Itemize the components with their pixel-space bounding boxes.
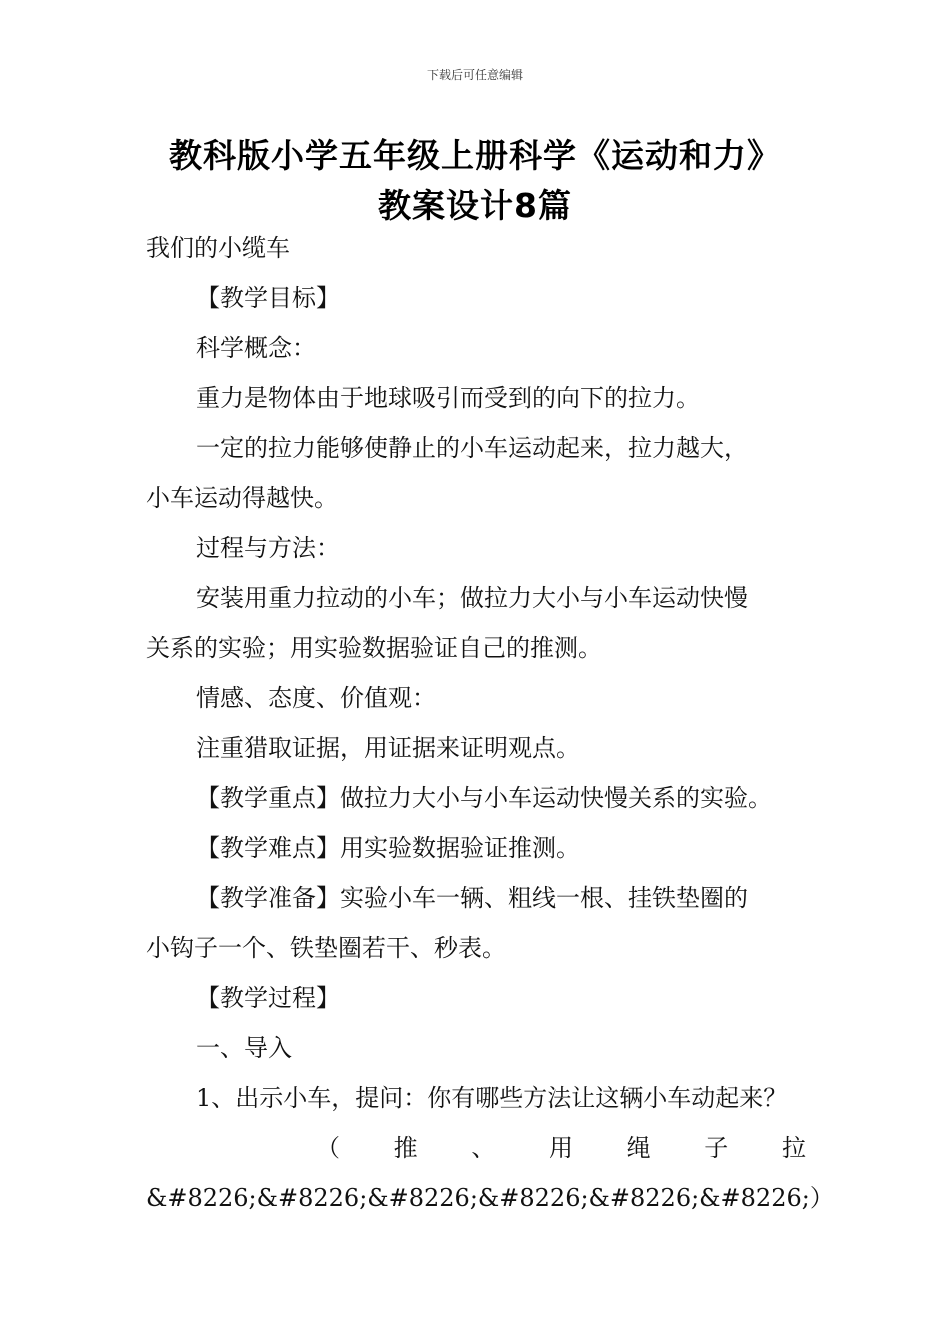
paragraph-concept-2b: 小车运动得越快。: [146, 484, 338, 512]
concept-label: 科学概念：: [196, 334, 316, 362]
step-1-1-text: 1、出示小车，提问：你有哪些方法让这辆小车动起来？: [196, 1084, 788, 1112]
process-heading: 【教学过程】: [196, 984, 340, 1012]
preparation-line-b: 小钩子一个、铁垫圈若干、秒表。: [146, 934, 506, 962]
step-1-heading: 一、导入: [196, 1034, 292, 1062]
process-label: 过程与方法：: [196, 534, 340, 562]
key-point-line: 【教学重点】做拉力大小与小车运动快慢关系的实验。: [196, 784, 772, 812]
goals-heading: 【教学目标】: [196, 284, 340, 312]
paragraph-process-1b: 关系的实验；用实验数据验证自己的推测。: [146, 634, 602, 662]
answer-token: 子: [704, 1134, 729, 1162]
header-note: 下载后可任意编辑: [426, 68, 523, 82]
answer-token: 拉: [781, 1134, 806, 1162]
answer-token: 推: [393, 1134, 418, 1162]
attitude-label: 情感、态度、价值观：: [196, 684, 436, 712]
answer-token: 绳: [626, 1134, 651, 1162]
paragraph-concept-1: 重力是物体由于地球吸引而受到的向下的拉力。: [196, 384, 700, 412]
paragraph-concept-2a: 一定的拉力能够使静止的小车运动起来，拉力越大，: [196, 434, 748, 462]
paragraph-process-1a: 安装用重力拉动的小车；做拉力大小与小车运动快慢: [196, 584, 748, 612]
answer-tail: &#8226;&#8226;&#8226;&#8226;&#8226;&#8226;）: [146, 1184, 834, 1212]
preparation-line-a: 【教学准备】实验小车一辆、粗线一根、挂铁垫圈的: [196, 884, 748, 912]
difficulty-line: 【教学难点】用实验数据验证推测。: [196, 834, 580, 862]
section-title: 我们的小缆车: [146, 234, 290, 262]
answer-token: 、: [471, 1134, 496, 1162]
answer-line: [316, 1132, 806, 1164]
paragraph-attitude-1: 注重猎取证据，用证据来证明观点。: [196, 734, 580, 762]
answer-token: （: [316, 1134, 340, 1162]
answer-token: 用: [548, 1134, 573, 1162]
document-title-line-2: 教案设计8篇: [378, 186, 572, 225]
document-title-line-1: 教科版小学五年级上册科学《运动和力》: [169, 136, 781, 175]
